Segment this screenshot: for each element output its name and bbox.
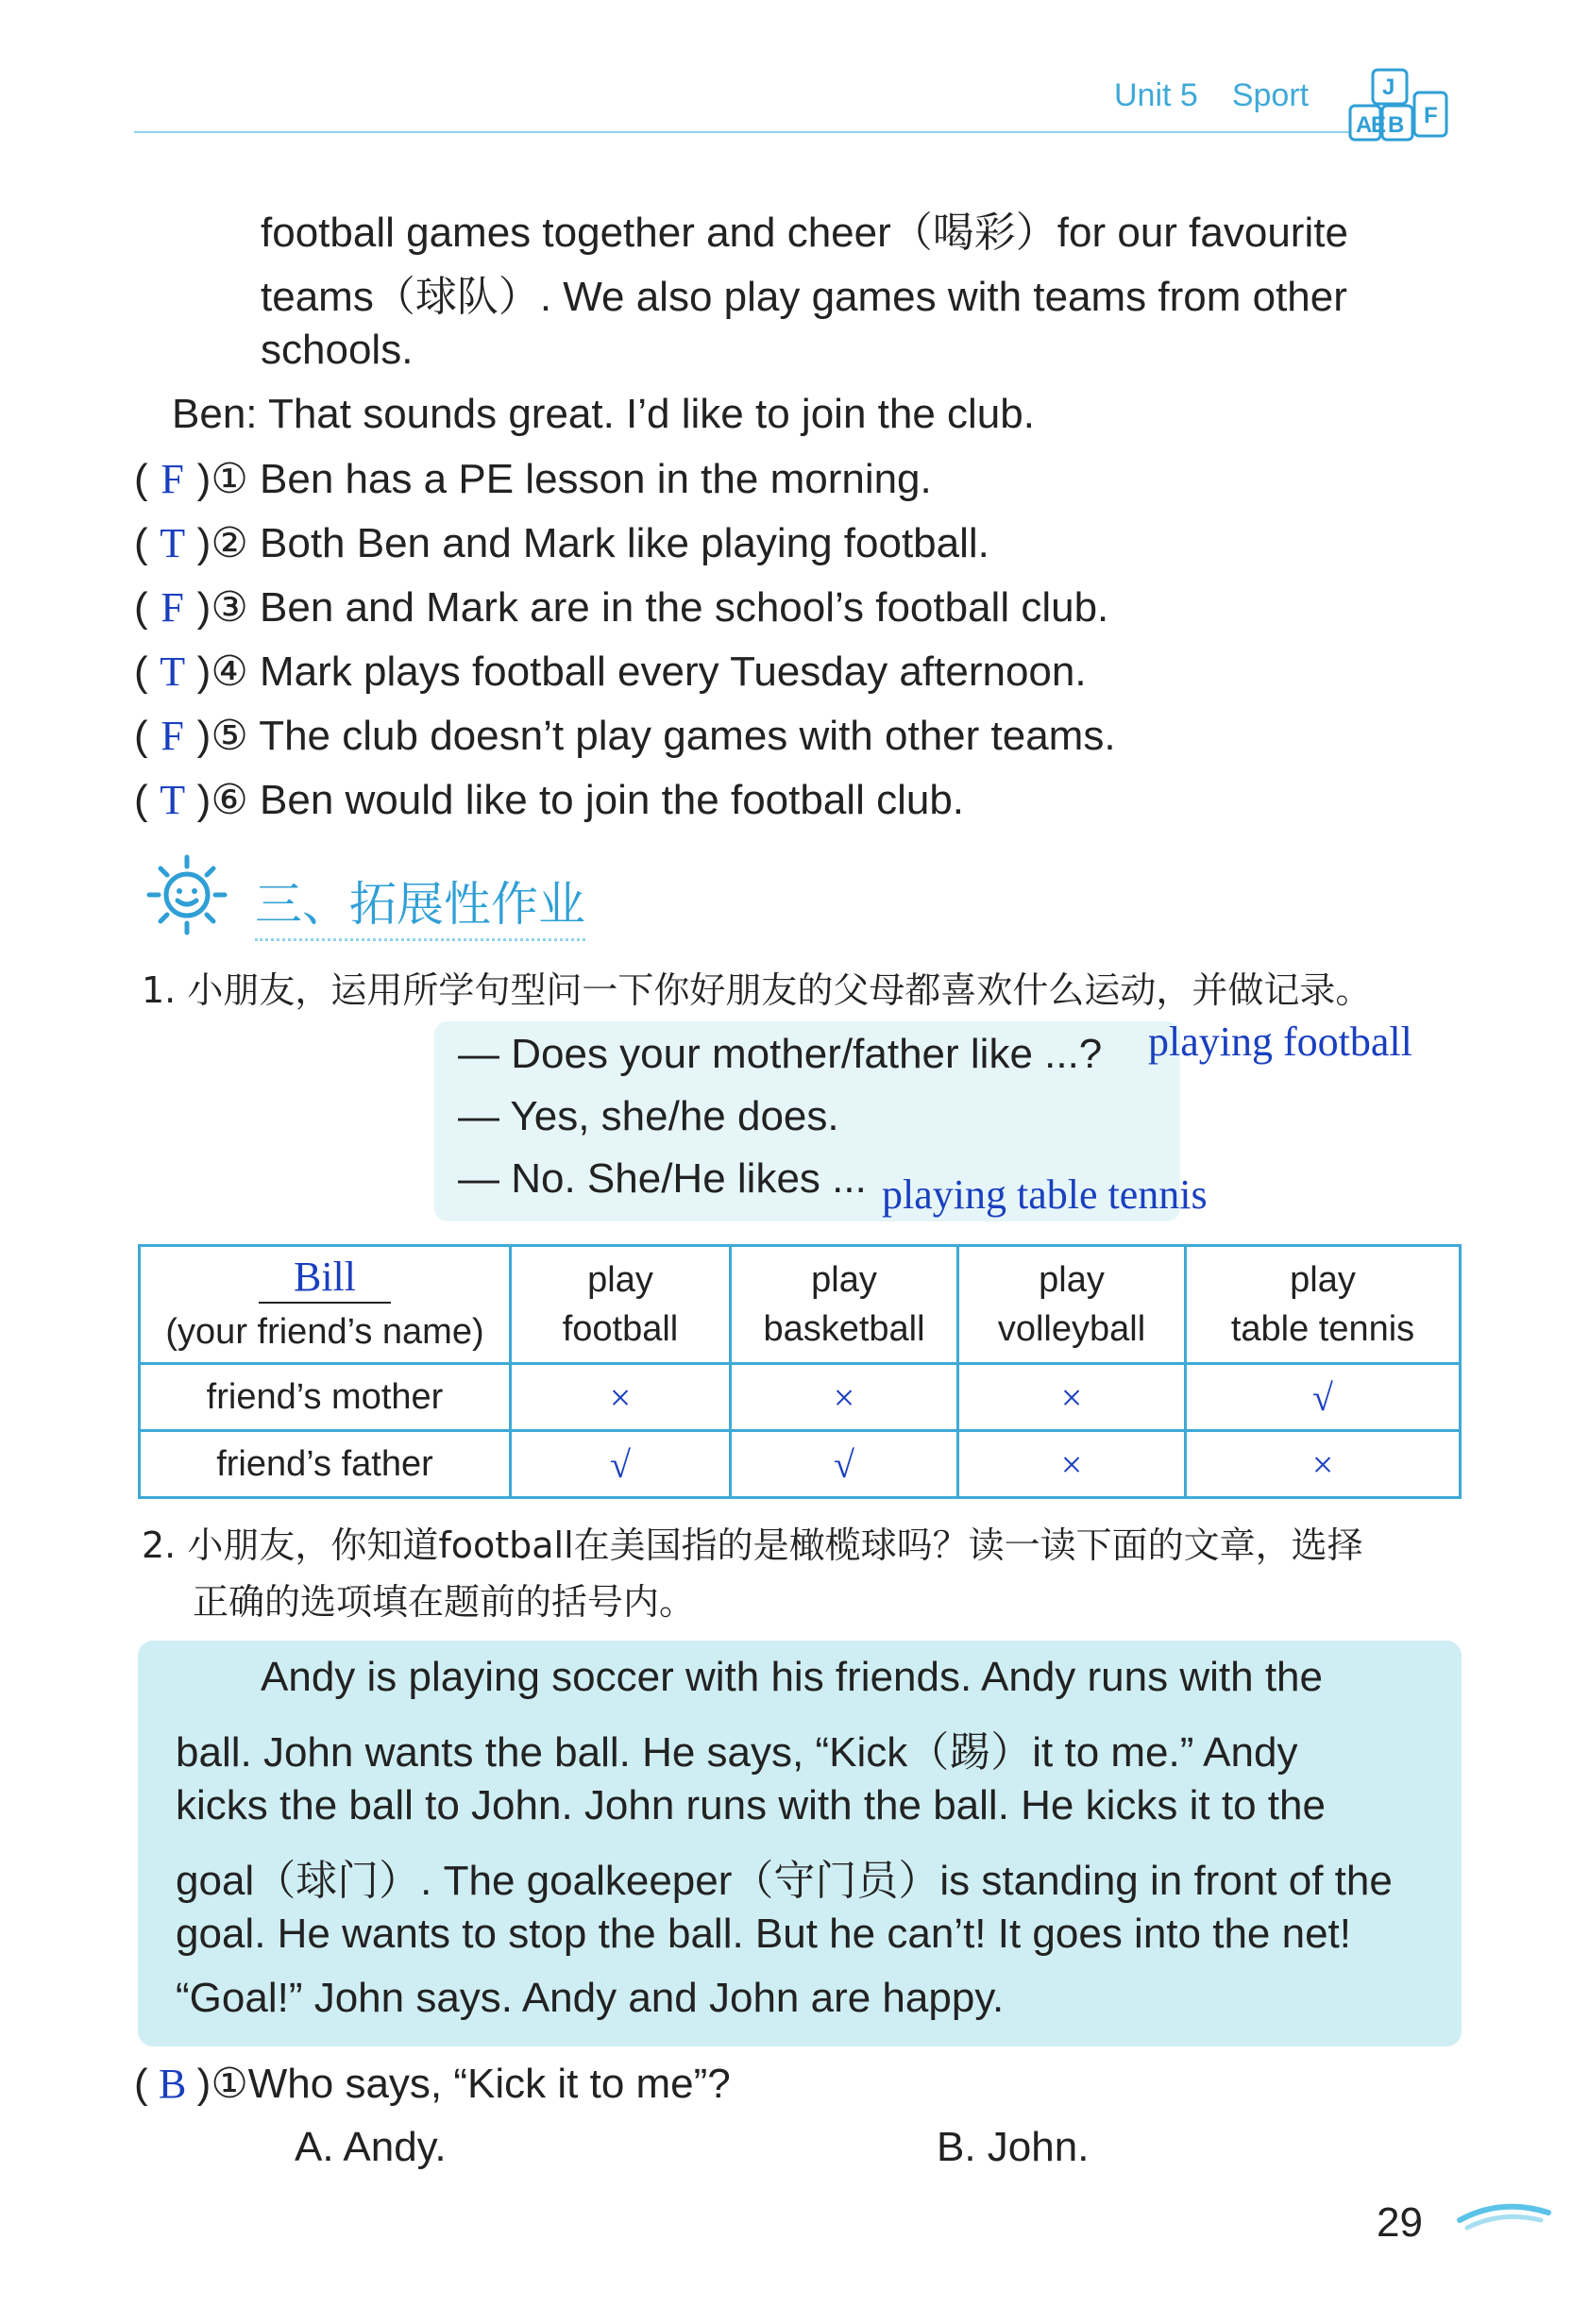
- friend-name-hint: (your friend’s name): [165, 1312, 484, 1352]
- friend-name[interactable]: Bill: [259, 1253, 391, 1304]
- col-4-line-1: play: [1290, 1260, 1356, 1300]
- topic-label: Sport: [1231, 77, 1310, 113]
- col-header-football: [511, 1246, 731, 1364]
- tf-num-4: ④: [211, 648, 248, 695]
- page: [28, 28, 1558, 2294]
- col-header-basketball: [731, 1246, 958, 1364]
- cube-letter-f: F: [1424, 103, 1438, 128]
- q2-prompt-line-2: 正确的选项填在题前的括号内。: [193, 1581, 696, 1623]
- mark-mother-basketball[interactable]: ×: [731, 1364, 958, 1431]
- tf-num-5: ⑤: [211, 713, 248, 759]
- mark-father-basketball[interactable]: √: [731, 1431, 958, 1498]
- dialog-line-2: — Yes, she/he does.: [458, 1093, 839, 1139]
- cube-letter-e: E: [1371, 112, 1387, 138]
- col-4-line-2: table tennis: [1230, 1309, 1415, 1349]
- col-1-line-1: play: [587, 1260, 653, 1300]
- tf-answer-4[interactable]: T: [160, 648, 186, 695]
- row-label-father: friend’s father: [140, 1431, 511, 1498]
- cube-letter-j: J: [1382, 75, 1395, 100]
- alphabet-cubes-icon: [1341, 64, 1454, 149]
- tf-question-3: ( F )③ Ben and Mark are in the school’s football club.: [134, 584, 1109, 631]
- tf-num-1: ①: [211, 456, 248, 502]
- unit-label: Unit 5: [1114, 77, 1198, 113]
- mc-option-a[interactable]: A. Andy.: [295, 2124, 447, 2170]
- col-3-line-1: play: [1039, 1260, 1105, 1300]
- col-header-table-tennis: [1186, 1246, 1461, 1364]
- passage-line-1: Andy is playing soccer with his friends. Andy runs with the: [261, 1654, 1323, 1700]
- tf-num-2: ②: [211, 520, 248, 566]
- mc-num-1: ①: [211, 2061, 248, 2107]
- page-header: [1114, 77, 1343, 114]
- tf-answer-5[interactable]: F: [161, 713, 184, 759]
- mc-question-text: Who says, “Kick it to me”?: [247, 2061, 731, 2107]
- mc-answer-1[interactable]: B: [158, 2061, 187, 2107]
- row-label-mother: friend’s mother: [140, 1364, 511, 1431]
- passage-line-6: “Goal!” John says. Andy and John are happy.: [176, 1975, 1005, 2021]
- tf-text-6: Ben would like to join the football club.: [260, 777, 965, 823]
- q2-prompt-line-1: 2. 小朋友，你知道football在美国指的是橄榄球吗？读一读下面的文章，选择: [142, 1524, 1363, 1566]
- tf-question-4: ( T )④ Mark plays football every Tuesday afternoon.: [134, 648, 1087, 695]
- tf-question-6: ( T )⑥ Ben would like to join the football club.: [134, 777, 965, 823]
- ben-line: Ben: That sounds great. I’d like to join the club.: [172, 391, 1035, 437]
- tf-text-5: The club doesn’t play games with other teams.: [259, 713, 1116, 759]
- mark-mother-football[interactable]: ×: [511, 1364, 731, 1431]
- passage-continued-line-2: teams（球队）. We also play games with teams from other: [261, 274, 1347, 320]
- sun-face-icon: [140, 851, 234, 936]
- col-2-line-2: basketball: [763, 1309, 925, 1349]
- passage-line-4: goal（球门）. The goalkeeper（守门员）is standing in front of the: [176, 1858, 1393, 1904]
- q1-prompt: 1. 小朋友，运用所学句型问一下你好朋友的父母都喜欢什么运动，并做记录。: [142, 969, 1372, 1011]
- cube-letter-a: A: [1356, 112, 1373, 138]
- tf-text-1: Ben has a PE lesson in the morning.: [260, 456, 932, 502]
- col-3-line-2: volleyball: [997, 1309, 1146, 1349]
- tf-num-6: ⑥: [211, 777, 248, 823]
- tf-answer-3[interactable]: F: [161, 584, 184, 631]
- passage-continued-line-3: schools.: [261, 327, 414, 373]
- mark-mother-table-tennis[interactable]: √: [1186, 1364, 1461, 1431]
- passage-line-5: goal. He wants to stop the ball. But he can’t! It goes into the net!: [176, 1911, 1351, 1957]
- mark-mother-volleyball[interactable]: ×: [958, 1364, 1186, 1431]
- mc-option-b[interactable]: B. John.: [937, 2124, 1090, 2170]
- mark-father-football[interactable]: √: [511, 1431, 731, 1498]
- tf-text-2: Both Ben and Mark like playing football.: [260, 520, 989, 566]
- survey-table: [138, 1244, 1462, 1499]
- mark-father-volleyball[interactable]: ×: [958, 1431, 1186, 1498]
- col-header-volleyball: [958, 1246, 1186, 1364]
- dialog-line-3: — No. She/He likes ...: [458, 1155, 867, 1202]
- col-1-line-2: football: [562, 1309, 679, 1349]
- tf-question-5: ( F )⑤ The club doesn’t play games with other teams.: [134, 713, 1116, 759]
- passage-line-3: kicks the ball to John. John runs with the ball. He kicks it to the: [176, 1782, 1326, 1828]
- swoosh-decoration-icon: [1454, 2192, 1558, 2239]
- handwritten-answer-2[interactable]: playing table tennis: [882, 1171, 1208, 1218]
- tf-question-1: ( F )① Ben has a PE lesson in the morning.: [134, 456, 932, 502]
- col-2-line-1: play: [811, 1260, 877, 1300]
- tf-question-2: ( T )② Both Ben and Mark like playing football.: [134, 520, 989, 566]
- passage-continued-line-1: football games together and cheer（喝彩）for our favourite: [261, 210, 1348, 256]
- cube-letter-b: B: [1388, 112, 1405, 138]
- tf-text-3: Ben and Mark are in the school’s football club.: [260, 584, 1109, 631]
- dialog-line-1: — Does your mother/father like ...?: [458, 1031, 1103, 1077]
- friend-name-cell: [140, 1246, 511, 1364]
- mark-father-table-tennis[interactable]: ×: [1186, 1431, 1461, 1498]
- tf-answer-6[interactable]: T: [160, 777, 186, 823]
- tf-answer-1[interactable]: F: [161, 456, 184, 502]
- mc-question-1: ( B )①Who says, “Kick it to me”?: [134, 2061, 731, 2107]
- passage-line-2: ball. John wants the ball. He says, “Kick（踢）it to me.” Andy: [176, 1729, 1298, 1776]
- section-3-title: 三、拓展性作业: [255, 867, 585, 941]
- page-number: 29: [1377, 2199, 1423, 2246]
- handwritten-answer-1[interactable]: playing football: [1148, 1019, 1412, 1065]
- tf-num-3: ③: [211, 584, 248, 631]
- tf-text-4: Mark plays football every Tuesday afternoon.: [260, 648, 1087, 695]
- tf-answer-2[interactable]: T: [160, 520, 186, 566]
- header-divider: [134, 131, 1361, 133]
